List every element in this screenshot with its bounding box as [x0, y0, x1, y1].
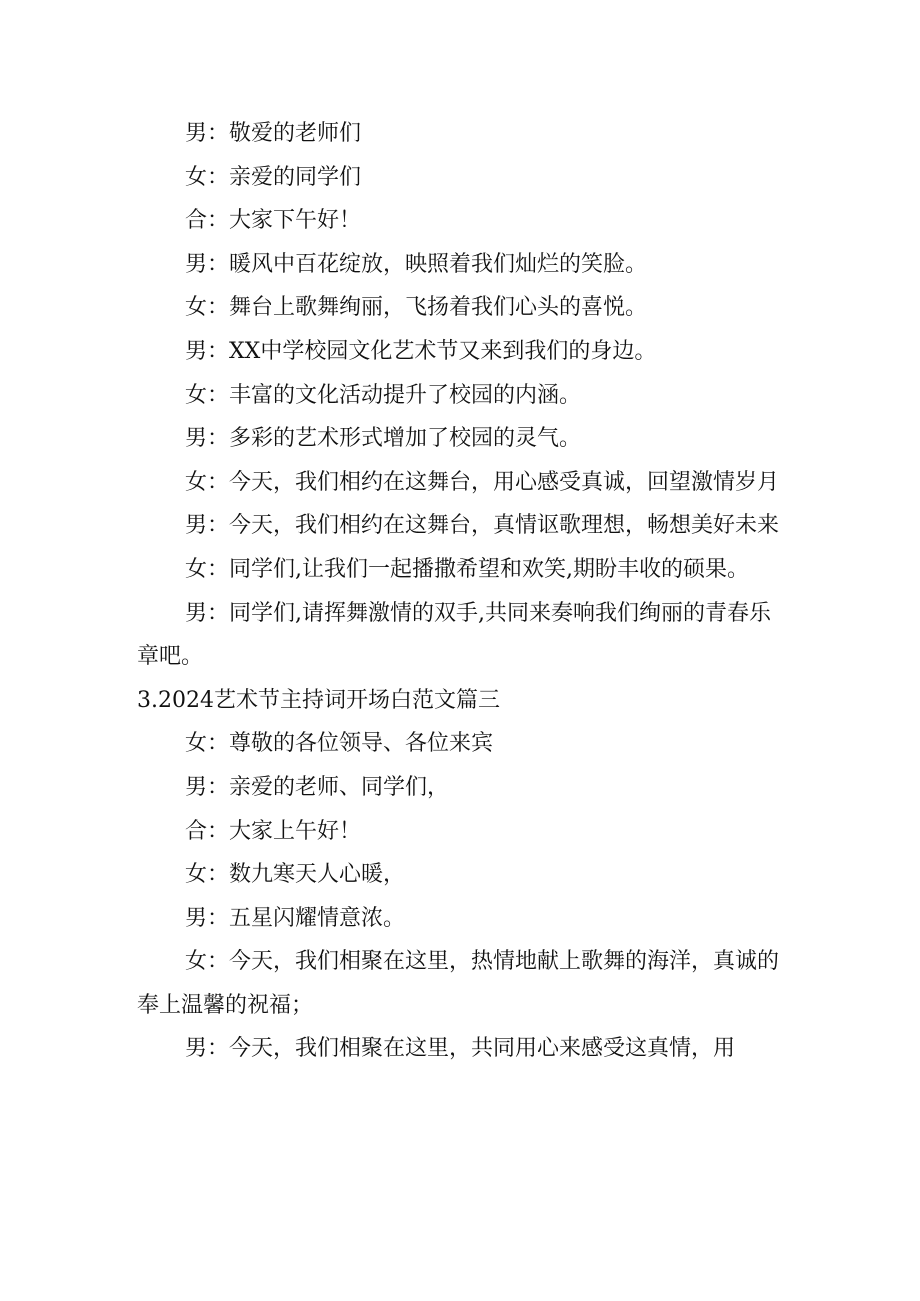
dialogue-line: 合：大家上午好！ [185, 818, 362, 844]
dialogue-line: 男：亲爱的老师、同学们， [185, 774, 450, 800]
dialogue-line: 女：丰富的文化活动提升了校园的内涵。 [185, 382, 582, 408]
section-heading: 3.2024艺术节主持词开场白范文篇三 [137, 687, 500, 713]
document-body [137, 112, 787, 1071]
dialogue-line: 男：敬爱的老师们 [185, 121, 362, 146]
dialogue-line: 男：多彩的艺术形式增加了校园的灵气。 [185, 426, 582, 452]
dialogue-line: 男：XX中学校园文化艺术节又来到我们的身边。 [185, 338, 657, 364]
dialogue-line: 女：同学们,让我们一起播撒希望和欢笑,期盼丰收的硕果。 [185, 556, 749, 582]
dialogue-line: 男：今天，我们相约在这舞台，真情讴歌理想，畅想美好未来 [185, 513, 780, 539]
dialogue-line: 女：舞台上歌舞绚丽，飞扬着我们心头的喜悦。 [185, 295, 648, 321]
dialogue-line: 女：今天，我们相约在这舞台，用心感受真诚，回望激情岁月 [185, 469, 780, 495]
dialogue-line: 男：同学们,请挥舞激情的双手,共同来奏响我们绚丽的青春乐章吧。 [137, 600, 771, 670]
dialogue-line: 女：今天，我们相聚在这里，热情地献上歌舞的海洋，真诚的奉上温馨的祝福； [137, 949, 780, 1018]
dialogue-line: 男：五星闪耀情意浓。 [185, 905, 406, 931]
dialogue-line: 女：数九寒天人心暖， [185, 862, 406, 888]
dialogue-line: 女：尊敬的各位领导、各位来宾 [185, 731, 494, 757]
dialogue-line: 男：暖风中百花绽放，映照着我们灿烂的笑脸。 [185, 251, 648, 277]
dialogue-line: 男：今天，我们相聚在这里，共同用心来感受这真情，用 [185, 1036, 736, 1062]
dialogue-line: 合：大家下午好！ [185, 208, 362, 234]
dialogue-line: 女：亲爱的同学们 [185, 164, 362, 190]
